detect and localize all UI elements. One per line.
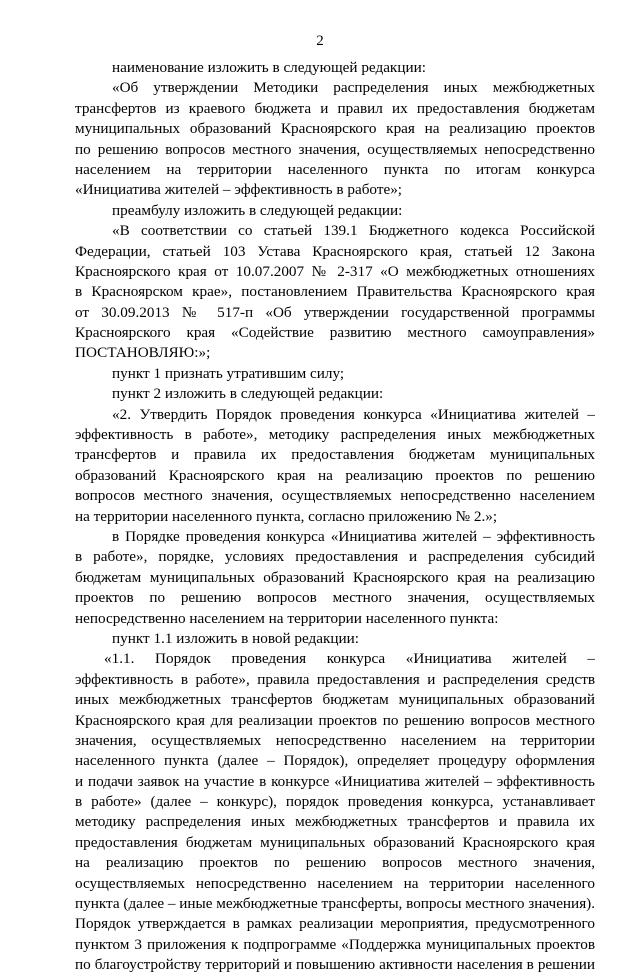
text-line: вопросов местного значения, осуществляемых непосредственно населением [75,487,595,505]
text-line: Красноярского края для реализации проектов по решению вопросов местного [75,711,595,729]
text-line: и подачи заявок на участие в конкурсе «Инициатива жителей – эффективность [75,772,595,790]
text-line: на территории населенного пункта, согласно приложению № 2.»; [75,507,498,525]
text-line: «В соответствии со статьей 139.1 Бюджетного кодекса Российской [112,222,595,240]
text-line: населенного пункта (далее – Порядок), определяет процедуру оформления [75,752,595,770]
text-line: по решению вопросов местного значения, осуществляемых непосредственно [75,140,595,158]
text-line: эффективность в работе», правила предоставления и распределения средств [75,670,595,688]
text-line: Порядок утверждается в рамках реализации мероприятия, предусмотренного [75,915,595,933]
text-line: трансфертов из краевого бюджета и правил их предоставления бюджетам [75,99,595,117]
text-line: осуществляемых непосредственно населением на территории населенного [75,874,595,892]
text-line: методику распределения иных межбюджетных трансфертов и правила их [75,813,595,831]
text-line: «Об утверждении Методики распределения иных межбюджетных [112,79,595,97]
text-line: ПОСТАНОВЛЯЮ:»; [75,344,211,362]
text-line: по благоустройству территорий и повышению активности населения в решении [75,956,595,974]
text-line: трансфертов и правила их предоставления бюджетам муниципальных [75,446,595,464]
text-line: «Инициатива жителей – эффективность в работе»; [75,181,403,199]
text-line: в Порядке проведения конкурса «Инициатива жителей – эффективность [112,527,595,545]
text-line: образований Красноярского края на реализацию проектов по решению [75,466,595,484]
text-line: значения, осуществляемых непосредственно населением на территории [75,731,595,749]
text-line: пункт 1 признать утратившим силу; [112,364,345,382]
text-line: наименование изложить в следующей редакции: [112,59,426,76]
text-line: пункта (далее – иные межбюджетные трансферты, вопросы местного значения). [75,895,595,913]
text-line: Федерации, статьей 103 Устава Красноярского края, статьей 12 Закона [75,242,595,260]
text-line: Красноярского края от 10.07.2007 № 2-317 «О межбюджетных отношениях [75,262,595,280]
text-line: в работе», порядке, условиях предоставления и распределения субсидий [75,548,595,566]
text-line: пунктом 3 приложения к подпрограмме «Поддержка муниципальных проектов [75,935,595,953]
text-line: «2. Утвердить Порядок проведения конкурса «Инициатива жителей – [112,405,595,423]
text-line: в Красноярском крае», постановлением Правительства Красноярского края [75,283,595,301]
text-line: преамбулу изложить в следующей редакции: [112,201,403,219]
text-line: на реализацию проектов по решению вопросов местного значения, [75,854,595,872]
text-line: «1.1. Порядок проведения конкурса «Инициатива жителей – [104,650,595,668]
text-line: бюджетам муниципальных образований Красноярского края на реализацию [75,568,595,586]
text-line: эффективность в работе», методику распределения иных межбюджетных [75,426,595,444]
text-line: от 30.09.2013 № 517-п «Об утверждении государственной программы [75,303,595,321]
text-line: населением на территории населенного пункта по итогам конкурса [75,160,595,178]
text-line: муниципальных образований Красноярского края на реализацию проектов [75,120,595,138]
text-line: проектов по решению вопросов местного значения, осуществляемых [75,589,595,607]
text-line: непосредственно населением на территории населенного пункта: [75,609,499,627]
text-line: в работе» (далее – конкурс), порядок проведения конкурса, устанавливает [75,793,595,811]
text-line: иных межбюджетных трансфертов бюджетам муниципальных образований [75,691,595,709]
text-line: предоставления бюджетам муниципальных образований Красноярского края [75,833,595,851]
document-body [75,58,595,976]
text-line: пункт 2 изложить в следующей редакции: [112,385,384,403]
page-number: 2 [316,33,324,49]
text-line: Красноярского края «Содействие развитию местного самоуправления» [75,324,595,342]
text-line: пункт 1.1 изложить в новой редакции: [112,629,360,647]
